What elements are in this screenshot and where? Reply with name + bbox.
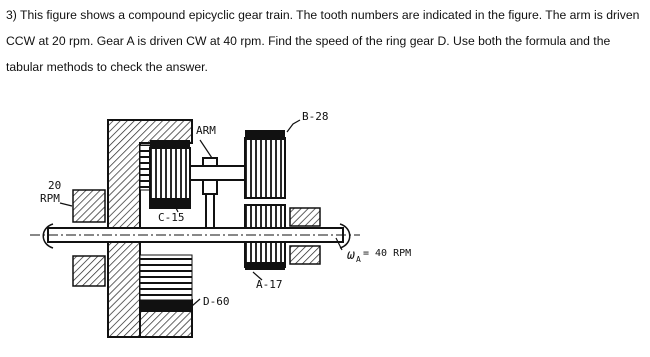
gear-c-label: C-15 [158,211,185,224]
gear-b-label: B-28 [302,110,329,123]
planet-gear-b [245,130,285,198]
input-speed-value: 20 [48,179,62,192]
omega-a-subscript: A [356,255,361,264]
problem-number: 3) [6,8,17,22]
omega-a-value: = 40 RPM [363,248,412,259]
planet-gear-c [150,140,190,208]
arm-label: ARM [196,124,216,137]
problem-text: This figure shows a compound epicyclic gear train. The tooth numbers are indicated in the figure. The arm is driven CCW at 20 rpm. Gear A is driven CW at 40 rpm. Find the speed of the ring gear D. Use both the formula and the tabular methods to check the answer. [6,8,640,74]
gear-d-label: D-60 [203,295,230,308]
gear-a-label: A-17 [256,278,283,291]
omega-a-symbol: ω [347,248,355,263]
main-shaft [30,224,360,248]
input-speed-unit: RPM [40,192,60,205]
arm [190,158,248,230]
